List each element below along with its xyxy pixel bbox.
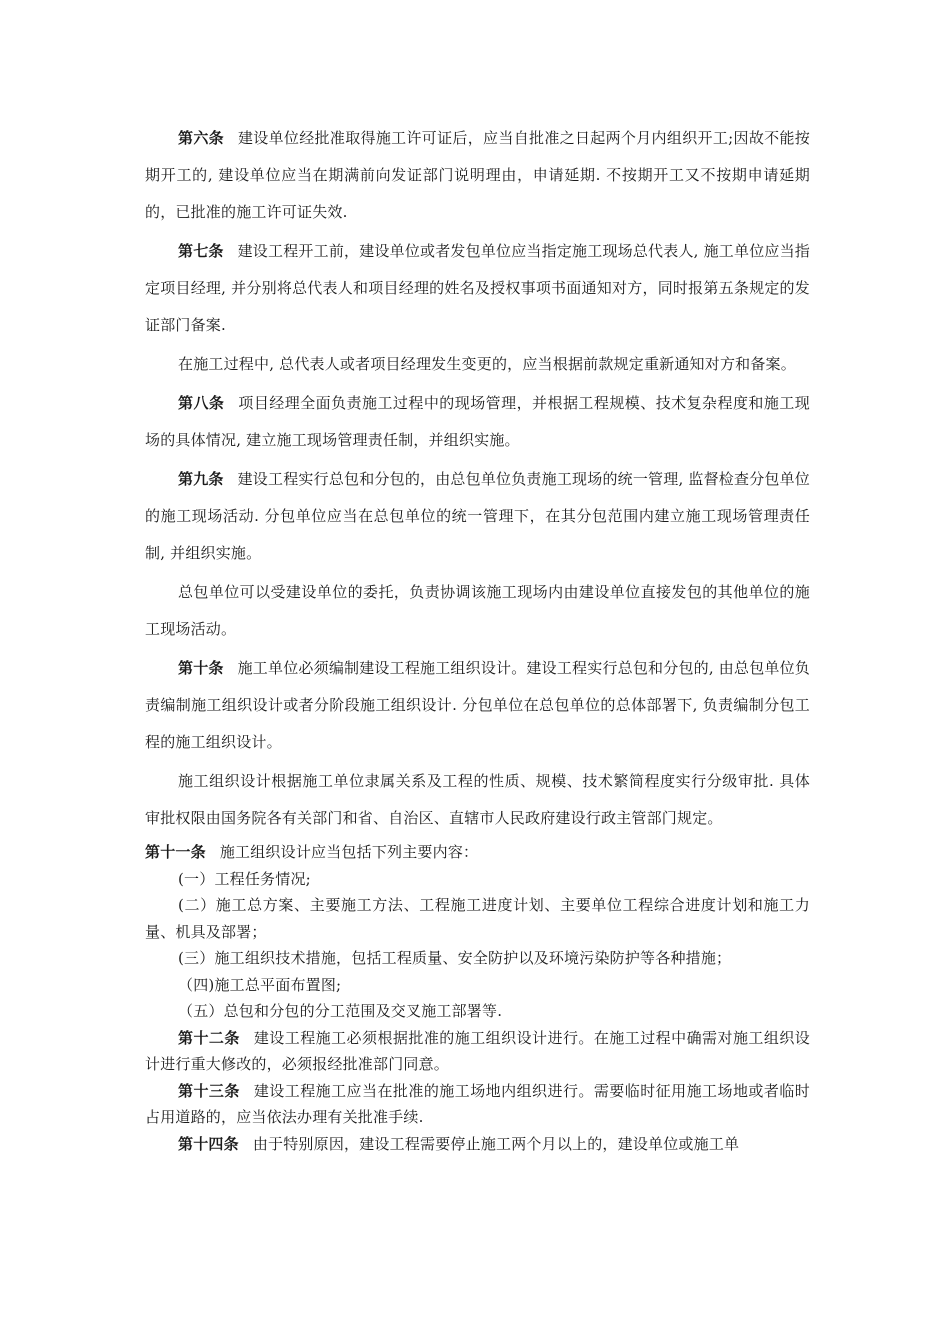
- article-10-paragraph-2: 施工组织设计根据施工单位隶属关系及工程的性质、规模、技术繁简程度实行分级审批. 具体审批权限由国务院各有关部门和省、自治区、直辖市人民政府建设行政主管部门规定。: [145, 772, 810, 827]
- article-label: 第九条: [178, 470, 224, 488]
- article-text: 建设单位经批准取得施工许可证后，应当自批准之日起两个月内组织开工;因故不能按期开工的, 建设单位应当在期满前向发证部门说明理由，申请延期. 不按期开工又不按期申请延期的，已批准的施工许可证失效.: [145, 129, 810, 221]
- document-page: [145, 120, 810, 1157]
- article-11-item-4: （四)施工总平面布置图;: [178, 975, 342, 994]
- article-13: [145, 1078, 810, 1131]
- article-10: [145, 650, 810, 761]
- article-11: [145, 839, 810, 866]
- article-label: 第十四条: [178, 1134, 239, 1153]
- article-7-paragraph-2: 在施工过程中, 总代表人或者项目经理发生变更的，应当根据前款规定重新通知对方和备案。: [178, 355, 796, 373]
- article-11-item-1: (一）工程任务情况;: [178, 869, 311, 888]
- article-label: 第七条: [178, 242, 224, 260]
- article-text: 项目经理全面负责施工过程中的现场管理，并根据工程规模、技术复杂程度和施工现场的具体情况, 建立施工现场管理责任制，并组织实施。: [145, 394, 810, 449]
- article-8: [145, 385, 810, 459]
- article-12: [145, 1025, 810, 1078]
- article-text: 建设工程实行总包和分包的，由总包单位负责施工现场的统一管理, 监督检查分包单位的施工现场活动. 分包单位应当在总包单位的统一管理下，在其分包范围内建立施工现场管理责任制, 并组织实施。: [145, 470, 810, 562]
- article-9-paragraph-2: 总包单位可以受建设单位的委托，负责协调该施工现场内由建设单位直接发包的其他单位的施工现场活动。: [145, 583, 810, 638]
- article-text: 建设工程施工必须根据批准的施工组织设计进行。在施工过程中确需对施工组织设计进行重大修改的，必须报经批准部门同意。: [145, 1028, 810, 1073]
- article-7: [145, 233, 810, 344]
- article-11-item-5: （五）总包和分包的分工范围及交叉施工部署等.: [178, 1002, 503, 1020]
- article-6: [145, 120, 810, 231]
- article-label: 第十二条: [178, 1028, 240, 1047]
- article-text: 建设工程开工前，建设单位或者发包单位应当指定施工现场总代表人, 施工单位应当指定项目经理, 并分别将总代表人和项目经理的姓名及授权事项书面通知对方，同时报第五条规定的发证部门备案.: [145, 242, 810, 334]
- article-text: 施工组织设计应当包括下列主要内容：: [219, 843, 479, 861]
- article-label: 第六条: [178, 129, 224, 147]
- article-label: 第十一条: [145, 843, 206, 861]
- article-11-item-3: (三）施工组织技术措施，包括工程质量、安全防护以及环境污染防护等各种措施；: [178, 949, 732, 967]
- article-label: 第八条: [178, 394, 225, 412]
- article-text: 建设工程施工应当在批准的施工场地内组织进行。需要临时征用施工场地或者临时占用道路的，应当依法办理有关批准手续.: [145, 1081, 810, 1126]
- article-text: 施工单位必须编制建设工程施工组织设计。建设工程实行总包和分包的, 由总包单位负责编制施工组织设计或者分阶段施工组织设计. 分包单位在总包单位的总体部署下, 负责编制分包工程的施工组织设计。: [145, 659, 810, 751]
- article-9: [145, 461, 810, 572]
- article-label: 第十条: [178, 659, 224, 677]
- article-text: 由于特别原因，建设工程需要停止施工两个月以上的，建设单位或施工单: [252, 1134, 740, 1153]
- article-11-item-2: (二）施工总方案、主要施工方法、工程施工进度计划、主要单位工程综合进度计划和施工力量、机具及部署；: [145, 896, 810, 941]
- article-label: 第十三条: [178, 1081, 240, 1100]
- article-14: [145, 1131, 810, 1158]
